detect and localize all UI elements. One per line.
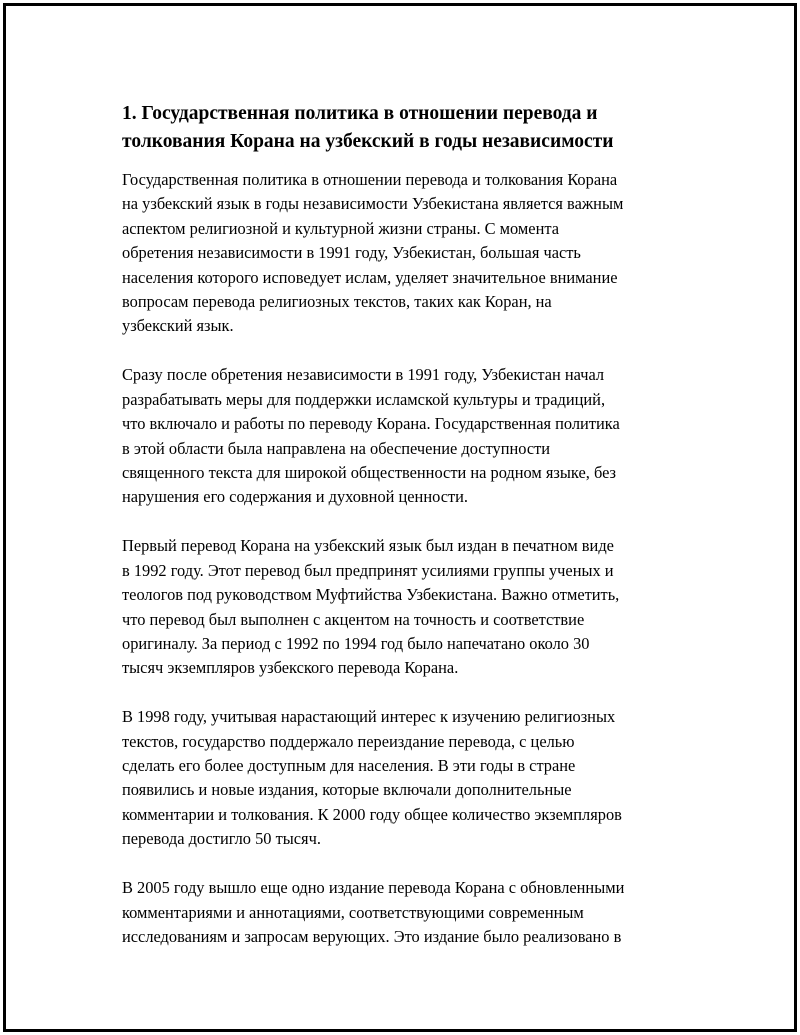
text-line: что включало и работы по переводу Корана. Государственная политика	[122, 414, 620, 434]
section-heading	[122, 100, 702, 156]
paragraph-1	[122, 168, 702, 339]
text-line: комментарии и толкования. К 2000 году общее количество экземпляров	[122, 804, 622, 824]
heading-line: 1. Государственная политика в отношении перевода и	[122, 103, 598, 124]
text-line: в 1992 году. Этот перевод был предпринят усилиями группы ученых и	[122, 560, 614, 580]
text-line: что перевод был выполнен с акцентом на точность и соответствие	[122, 609, 585, 629]
text-line: священного текста для широкой общественности на родном языке, без	[122, 462, 617, 482]
text-line: Государственная политика в отношении перевода и толкования Корана	[122, 170, 618, 189]
text-line: сделать его более доступным для населения. В эти годы в стране	[122, 756, 576, 776]
text-line: аспектом религиозной и культурной жизни страны. С момента	[122, 218, 559, 238]
text-line: вопросам перевода религиозных текстов, таких как Коран, на	[122, 292, 552, 312]
text-line: обретения независимости в 1991 году, Узбекистан, большая часть	[122, 243, 581, 263]
text-line: теологов под руководством Муфтийства Узбекистана. Важно отметить,	[122, 585, 620, 605]
page-frame	[3, 3, 797, 1032]
text-line: исследованиям и запросам верующих. Это издание было реализовано в	[122, 926, 622, 946]
text-line: узбекский язык.	[122, 316, 234, 336]
text-line: разрабатывать меры для поддержки исламской культуры и традиций,	[122, 389, 606, 409]
text-line: Первый перевод Корана на узбекский язык был издан в печатном виде	[122, 536, 614, 556]
text-line: нарушения его содержания и духовной ценности.	[122, 487, 469, 507]
text-line: в этой области была направлена на обеспечение доступности	[122, 438, 551, 458]
text-line: текстов, государство поддержало переиздание перевода, с целью	[122, 731, 575, 751]
text-line: Сразу после обретения независимости в 1991 году, Узбекистан начал	[122, 365, 605, 385]
text-line: В 1998 году, учитывая нарастающий интерес к изучению религиозных	[122, 707, 616, 727]
text-line: В 2005 году вышло еще одно издание перевода Корана с обновленными	[122, 878, 625, 898]
heading-line: толкования Корана на узбекский в годы независимости	[122, 131, 614, 152]
paragraph-3	[122, 534, 702, 680]
paragraph-2	[122, 363, 702, 509]
text-line: на узбекский язык в годы независимости Узбекистана является важным	[122, 194, 624, 214]
document-content	[122, 100, 702, 974]
paragraph-4	[122, 705, 702, 851]
text-line: комментариями и аннотациями, соответствующими современным	[122, 902, 584, 922]
paragraph-5	[122, 876, 702, 949]
text-line: населения которого исповедует ислам, уделяет значительное внимание	[122, 267, 618, 287]
text-line: появились и новые издания, которые включали дополнительные	[122, 780, 572, 800]
text-line: тысяч экземпляров узбекского перевода Корана.	[122, 658, 459, 678]
text-line: перевода достигло 50 тысяч.	[122, 829, 321, 849]
text-line: оригиналу. За период с 1992 по 1994 год было напечатано около 30	[122, 633, 590, 653]
